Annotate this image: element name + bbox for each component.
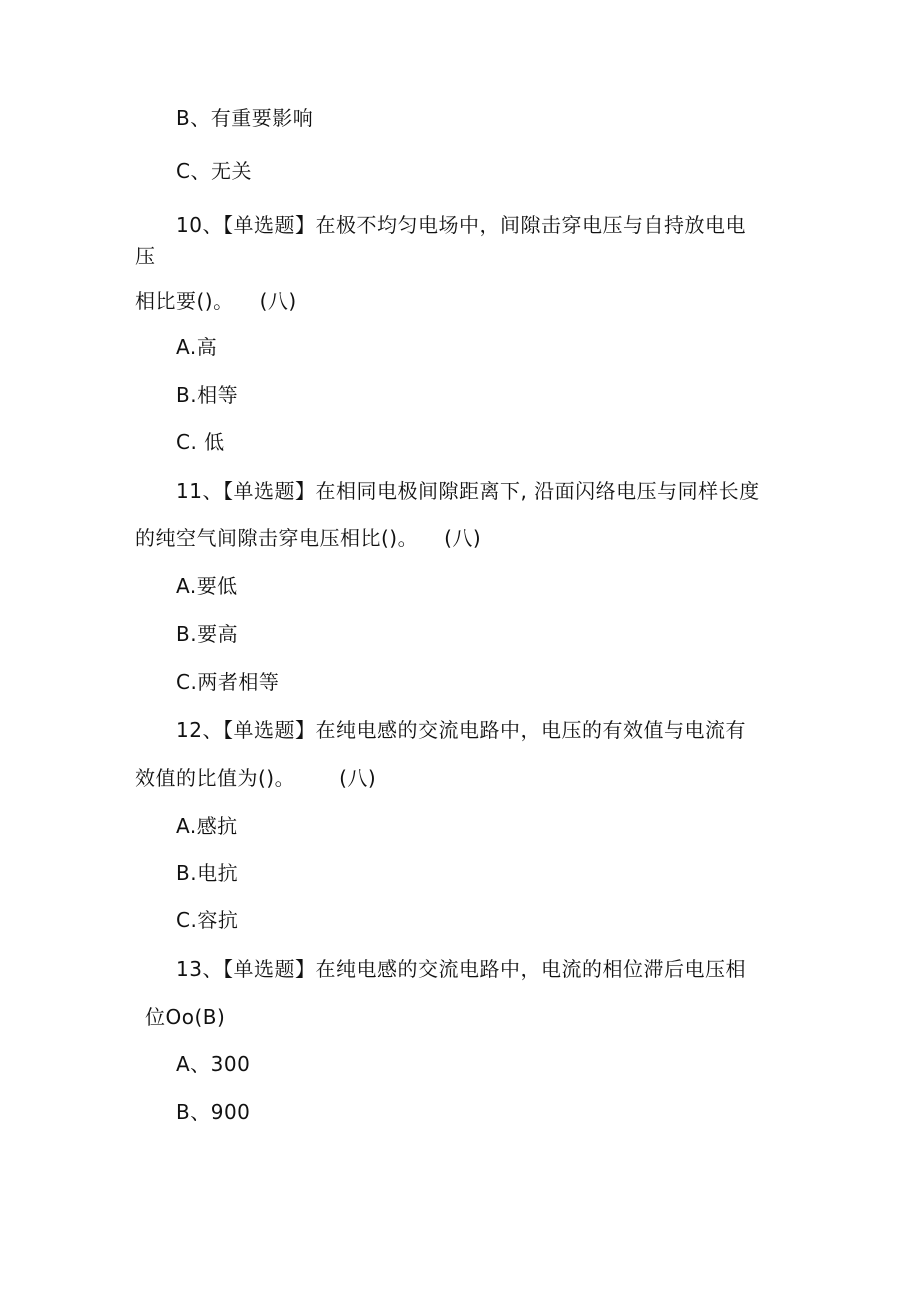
q12-stem-line1: 12、【单选题】在纯电感的交流电路中，电压的有效值与电流有 bbox=[176, 718, 746, 742]
q10-stem-line2: 压 bbox=[135, 244, 156, 268]
q11-stem-line1: 11、【单选题】在相同电极间隙距离下, 沿面闪络电压与同样长度 bbox=[176, 479, 760, 503]
q13-stem-line1: 13、【单选题】在纯电感的交流电路中，电流的相位滞后电压相 bbox=[176, 957, 746, 981]
q10-option-b: B.相等 bbox=[176, 383, 239, 407]
q12-stem-line2 bbox=[135, 764, 376, 792]
q10-option-a: A.高 bbox=[176, 335, 218, 359]
q9-option-c: C、无关 bbox=[176, 159, 252, 183]
q11-option-a: A.要低 bbox=[176, 574, 238, 598]
q11-option-b: B.要高 bbox=[176, 622, 239, 646]
q13-stem-line2: 位Oo(B) bbox=[145, 1005, 226, 1029]
q9-option-b: B、有重要影响 bbox=[176, 106, 314, 130]
q10-option-c: C. 低 bbox=[176, 430, 225, 454]
q13-option-b: B、900 bbox=[176, 1100, 251, 1124]
q11-option-c: C.两者相等 bbox=[176, 670, 280, 694]
q12-option-a: A.感抗 bbox=[176, 814, 238, 838]
q10-stem-line1: 10、【单选题】在极不均匀电场中，间隙击穿电压与自持放电电 bbox=[176, 213, 746, 237]
q10-answer: (八) bbox=[259, 289, 297, 313]
q13-option-a: A、300 bbox=[176, 1052, 251, 1076]
q12-answer: (八) bbox=[339, 766, 377, 790]
q11-stem-text: 的纯空气间隙击穿电压相比()。 bbox=[135, 526, 419, 550]
q12-stem-text: 效值的比值为()。 bbox=[135, 766, 296, 790]
q11-answer: (八) bbox=[444, 526, 482, 550]
q12-option-b: B.电抗 bbox=[176, 861, 239, 885]
q11-stem-line2 bbox=[135, 524, 481, 552]
q10-stem-line3 bbox=[135, 287, 297, 315]
q10-stem-text: 相比要()。 bbox=[135, 289, 234, 313]
q12-option-c: C.容抗 bbox=[176, 908, 239, 932]
